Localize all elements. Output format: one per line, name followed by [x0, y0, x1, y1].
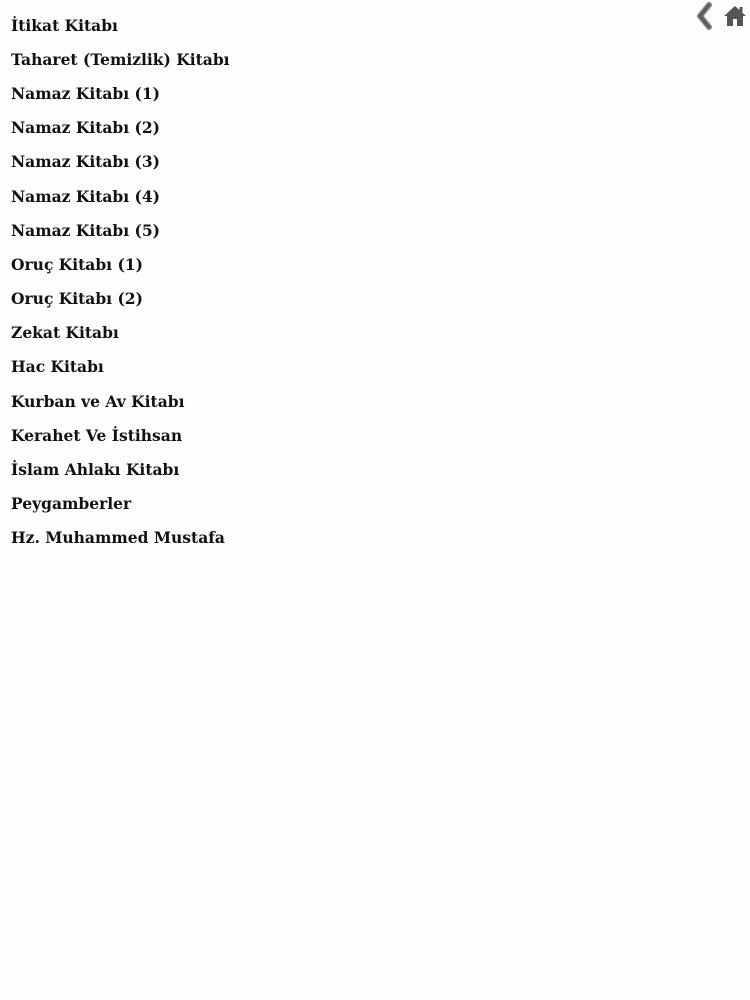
- menu-item-label[interactable]: İslam Ahlakı Kitabı: [11, 460, 180, 480]
- menu-item-hz-muhammed[interactable]: [11, 521, 230, 555]
- menu-item-label[interactable]: Hac Kitabı: [11, 357, 104, 377]
- menu-item-label[interactable]: Hz. Muhammed Mustafa: [11, 528, 225, 548]
- menu-item-hac[interactable]: [11, 350, 230, 384]
- menu-item-label[interactable]: Namaz Kitabı (3): [11, 152, 160, 172]
- menu-item-label[interactable]: Zekat Kitabı: [11, 323, 119, 343]
- menu-item-label[interactable]: Oruç Kitabı (2): [11, 289, 143, 309]
- menu-item-label[interactable]: Kurban ve Av Kitabı: [11, 391, 185, 411]
- top-nav: [692, 2, 748, 30]
- menu-item-label[interactable]: Namaz Kitabı (1): [11, 83, 160, 103]
- menu-item-namaz-5[interactable]: [11, 213, 230, 247]
- chevron-left-icon: [694, 2, 716, 30]
- menu-item-kurban[interactable]: [11, 384, 230, 418]
- menu-item-zekat[interactable]: [11, 316, 230, 350]
- menu-item-islam-ahlaki[interactable]: [11, 452, 230, 486]
- menu-item-oruc-1[interactable]: [11, 247, 230, 281]
- menu-item-label[interactable]: Oruç Kitabı (1): [11, 254, 143, 274]
- menu-item-label[interactable]: Namaz Kitabı (2): [11, 118, 160, 138]
- menu-item-oruc-2[interactable]: [11, 282, 230, 316]
- menu-item-label[interactable]: Taharet (Temizlik) Kitabı: [11, 49, 230, 69]
- menu-item-namaz-2[interactable]: [11, 111, 230, 145]
- menu-item-label[interactable]: İtikat Kitabı: [11, 15, 118, 35]
- menu-item-namaz-1[interactable]: [11, 76, 230, 110]
- menu-item-label[interactable]: Namaz Kitabı (4): [11, 186, 160, 206]
- book-menu-list: [11, 8, 230, 555]
- menu-item-label[interactable]: Namaz Kitabı (5): [11, 220, 160, 240]
- home-icon: [723, 4, 747, 28]
- menu-item-peygamberler[interactable]: [11, 487, 230, 521]
- back-button[interactable]: [692, 2, 718, 30]
- menu-item-namaz-4[interactable]: [11, 179, 230, 213]
- menu-item-kerahet[interactable]: [11, 418, 230, 452]
- menu-item-label[interactable]: Peygamberler: [11, 494, 132, 514]
- menu-item-label[interactable]: Kerahet Ve İstihsan: [11, 425, 183, 445]
- menu-item-namaz-3[interactable]: [11, 145, 230, 179]
- menu-item-taharet[interactable]: [11, 42, 230, 76]
- home-button[interactable]: [722, 2, 748, 30]
- menu-item-itikat[interactable]: [11, 8, 230, 42]
